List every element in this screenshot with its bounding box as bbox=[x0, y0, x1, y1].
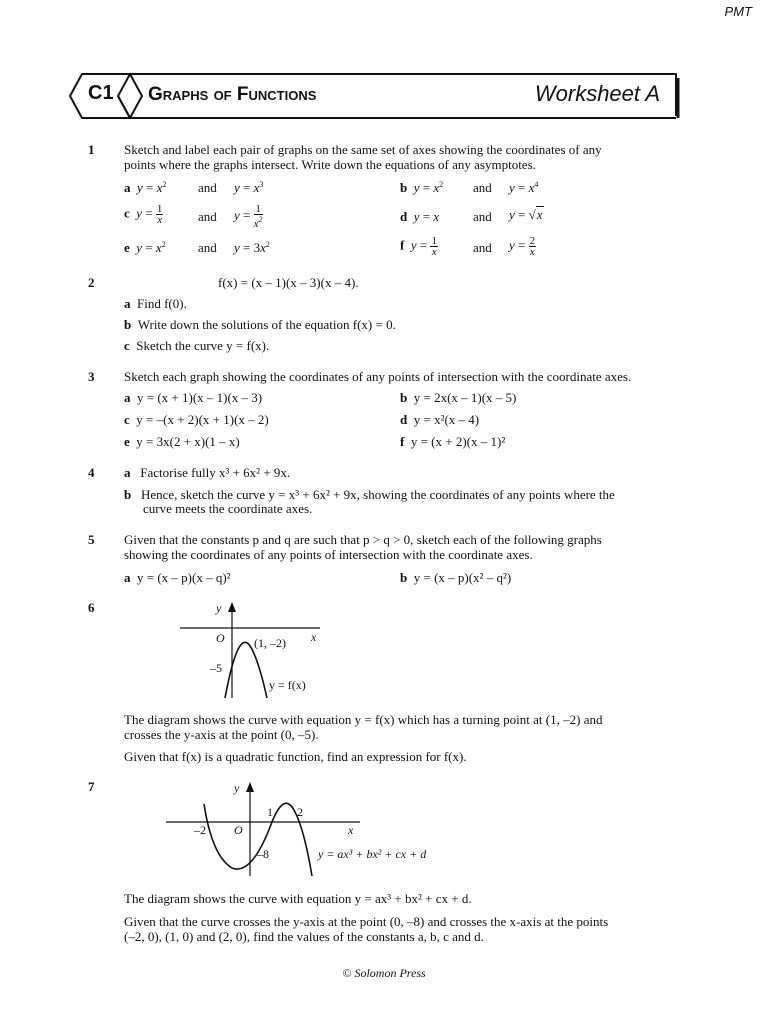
question-number: 2 bbox=[88, 275, 95, 290]
q5-text-line2: showing the coordinates of any points of intersection with the coordinate axes. bbox=[124, 547, 533, 562]
q1-part-f-second: y = $\frac{2}{x}$ bbox=[509, 235, 536, 258]
worksheet-header bbox=[68, 72, 680, 120]
q3-part-f: f y = (x + 2)(x – 1)² bbox=[400, 434, 506, 449]
q4-part-a-text: Factorise fully x³ + 6x² + 9x. bbox=[140, 465, 291, 480]
q2-part-c: c Sketch the curve y = f(x). bbox=[124, 338, 270, 353]
q3-part-b: b y = 2x(x – 1)(x – 5) bbox=[400, 390, 517, 405]
q7-y-arrow bbox=[246, 782, 254, 792]
q6-y-intercept-label: –5 bbox=[210, 661, 222, 675]
q6-origin-label: O bbox=[216, 631, 225, 645]
q4-part-b-line2: curve meets the coordinate axes. bbox=[143, 501, 313, 516]
q1-part-e: e $y = x^2$ bbox=[124, 240, 166, 255]
q1-part-c-second: y = $\frac{1}{x^2}$ bbox=[234, 203, 263, 230]
q7-curve bbox=[204, 803, 312, 876]
q6-text-line2: crosses the y-axis at the point (0, –5). bbox=[124, 727, 319, 742]
q3-part-f-text: y = (x + 2)(x – 1)² bbox=[410, 434, 506, 449]
q4-part-b: b Hence, sketch the curve y = x³ + 6x² + 9x, showing the coordinates of any points where the bbox=[124, 487, 615, 502]
worksheet-name: Worksheet A bbox=[534, 81, 660, 106]
corner-tag: PMT bbox=[724, 4, 752, 19]
q1-part-f: f y = $\frac{1}{x}$ bbox=[400, 235, 437, 258]
topic-title: Graphs of Functions bbox=[148, 84, 317, 105]
q7-text-line3: (–2, 0), (1, 0) and (2, 0), find the values of the constants a, b, c and d. bbox=[124, 929, 484, 944]
q5-part-a-text: y = (x – p)(x – q)² bbox=[137, 570, 231, 585]
q6-text-line3: Given that f(x) is a quadratic function, find an expression for f(x). bbox=[124, 749, 467, 764]
q6-x-label: x bbox=[311, 630, 317, 644]
q7-y-intercept-label: –8 bbox=[257, 847, 269, 861]
q3-text: Sketch each graph showing the coordinates of any points of intersection with the coordinate axes. bbox=[124, 369, 632, 384]
q3-part-a-text: y = (x + 1)(x – 1)(x – 3) bbox=[137, 390, 263, 405]
question-number: 5 bbox=[88, 532, 95, 547]
q1-part-b: b $y = x^2$ bbox=[400, 180, 444, 195]
q7-text-line2: Given that the curve crosses the y-axis at the point (0, –8) and crosses the x-axis at the points bbox=[124, 914, 609, 929]
q6-curve bbox=[225, 642, 267, 698]
q7-origin-label: O bbox=[234, 823, 243, 837]
q1-part-e-second: $y = 3x^2$ bbox=[234, 240, 270, 255]
q3-part-a: a y = (x + 1)(x – 1)(x – 3) bbox=[124, 390, 263, 405]
q6-y-arrow bbox=[228, 602, 236, 612]
footer-copyright: © Solomon Press bbox=[342, 966, 426, 980]
q6-turning-point-label: (1, –2) bbox=[254, 636, 286, 650]
q7-text-line1: The diagram shows the curve with equation y = ax³ + bx² + cx + d. bbox=[124, 891, 472, 906]
q1-and: and bbox=[473, 209, 492, 224]
q7-root-1-label: 1 bbox=[267, 805, 273, 819]
question-number: 6 bbox=[88, 600, 95, 615]
q1-and: and bbox=[473, 240, 492, 255]
q7-root-2-label: 2 bbox=[297, 805, 303, 819]
q2-part-c-text: Sketch the curve y = f(x). bbox=[136, 338, 270, 353]
q7-graph bbox=[160, 776, 460, 880]
q1-part-d-second: y = √x bbox=[509, 207, 543, 222]
q6-y-label: y bbox=[216, 601, 222, 615]
q7-curve-label: y = ax³ + bx² + cx + d bbox=[318, 847, 427, 861]
unit-code: C1 bbox=[88, 82, 114, 104]
q5-part-a: a y = (x – p)(x – q)² bbox=[124, 570, 231, 585]
q6-text-line1: The diagram shows the curve with equation y = f(x) which has a turning point at (1, –2) and bbox=[124, 712, 603, 727]
q2-part-b-text: Write down the solutions of the equation f(x) = 0. bbox=[137, 317, 396, 332]
q3-part-d: d y = x²(x – 4) bbox=[400, 412, 480, 427]
q5-part-b: b y = (x – p)(x² – q²) bbox=[400, 570, 512, 585]
q3-part-c-text: y = –(x + 2)(x + 1)(x – 2) bbox=[136, 412, 269, 427]
q1-part-a: a $y = x^2$ bbox=[124, 180, 167, 195]
q5-text-line1: Given that the constants p and q are such that p > q > 0, sketch each of the following graphs bbox=[124, 532, 602, 547]
q1-and: and bbox=[473, 180, 492, 195]
q7-root-neg-label: –2 bbox=[194, 823, 206, 837]
q2-part-b: b Write down the solutions of the equation f(x) = 0. bbox=[124, 317, 396, 332]
q7-y-label: y bbox=[234, 781, 240, 795]
q3-part-e-text: y = 3x(2 + x)(1 – x) bbox=[136, 434, 240, 449]
q1-part-d: d y = x bbox=[400, 209, 440, 224]
question-number: 7 bbox=[88, 779, 95, 794]
q1-part-b-second: $y = x^4$ bbox=[509, 180, 539, 195]
q1-text-line1: Sketch and label each pair of graphs on the same set of axes showing the coordinates of any bbox=[124, 142, 602, 157]
q4-part-a: a Factorise fully x³ + 6x² + 9x. bbox=[124, 465, 291, 480]
q1-part-a-second: $y = x^3$ bbox=[234, 180, 264, 195]
q1-and: and bbox=[198, 180, 217, 195]
q5-part-b-text: y = (x – p)(x² – q²) bbox=[413, 570, 512, 585]
q1-part-c: c y = $\frac{1}{x}$ bbox=[124, 203, 163, 226]
question-number: 1 bbox=[88, 142, 95, 157]
q3-part-e: e y = 3x(2 + x)(1 – x) bbox=[124, 434, 240, 449]
q3-part-b-text: y = 2x(x – 1)(x – 5) bbox=[413, 390, 517, 405]
question-number: 4 bbox=[88, 465, 95, 480]
q2-part-a-text: Find f(0). bbox=[137, 296, 187, 311]
q3-part-c: c y = –(x + 2)(x + 1)(x – 2) bbox=[124, 412, 269, 427]
q1-and: and bbox=[198, 240, 217, 255]
q4-part-b-text: Hence, sketch the curve y = x³ + 6x² + 9x, showing the coordinates of any points where the bbox=[140, 487, 615, 502]
q1-and: and bbox=[198, 209, 217, 224]
q2-definition: f(x) = (x – 1)(x – 3)(x – 4). bbox=[218, 275, 359, 290]
q6-curve-label: y = f(x) bbox=[269, 678, 306, 692]
q1-text-line2: points where the graphs intersect. Write down the equations of any asymptotes. bbox=[124, 157, 536, 172]
question-number: 3 bbox=[88, 369, 95, 384]
q2-part-a: a Find f(0). bbox=[124, 296, 187, 311]
q7-x-label: x bbox=[348, 823, 354, 837]
q3-part-d-text: y = x²(x – 4) bbox=[413, 412, 480, 427]
q6-graph bbox=[170, 598, 350, 702]
